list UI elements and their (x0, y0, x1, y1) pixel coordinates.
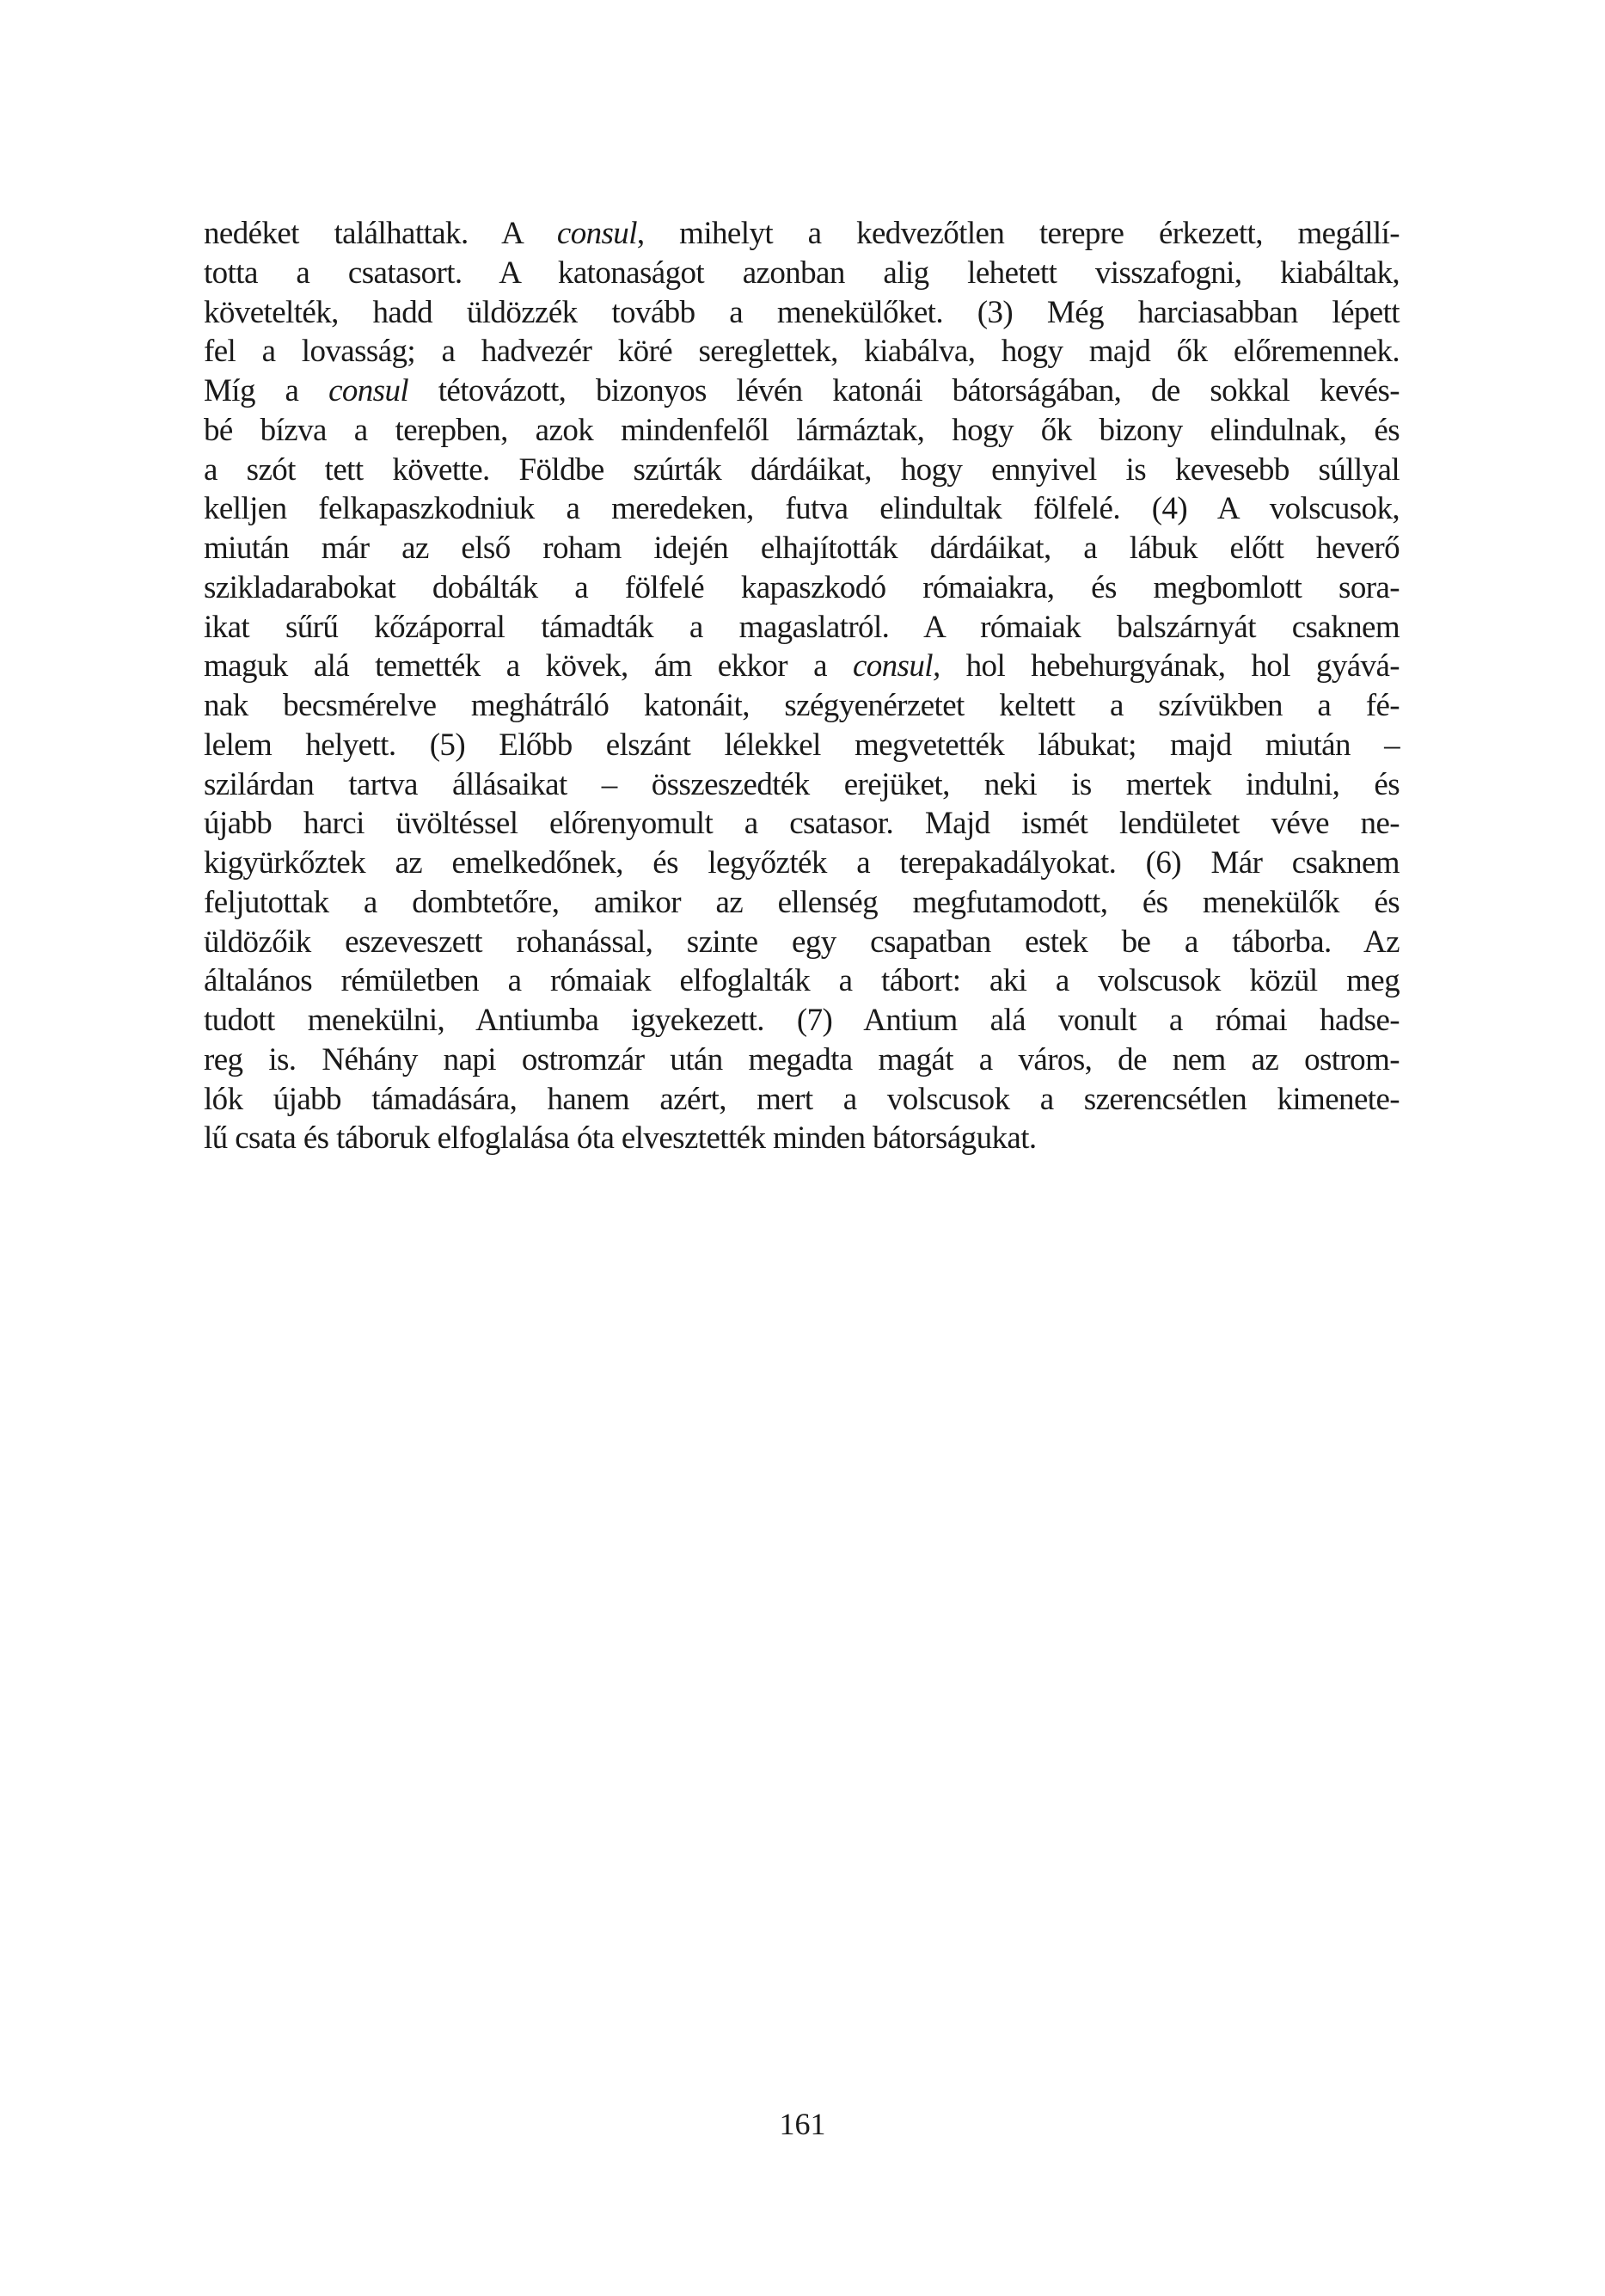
text-line (204, 489, 1400, 529)
text-line (204, 923, 1400, 962)
text-line (204, 726, 1400, 765)
text-run: lók újabb támadására, hanem azért, mert a volscusok a szerencsétlen kimenete- (204, 1081, 1400, 1117)
text-run: fel a lovasság; a hadvezér köré sereglettek, kiabálva, hogy majd ők előremennek. (204, 334, 1400, 370)
text-run: Míg a (204, 373, 329, 408)
text-line (204, 568, 1400, 608)
text-run: nedéket találhattak. A (204, 216, 557, 251)
text-line (204, 1041, 1400, 1080)
text-line (204, 214, 1400, 254)
text-line (204, 332, 1400, 371)
text-run: követelték, hadd üldözzék tovább a menekülőket. (3) Még harciasabban lépett (204, 294, 1400, 330)
text-line (204, 883, 1400, 923)
text-run: feljutottak a dombtetőre, amikor az ellenség megfutamodott, és menekülők és (204, 884, 1400, 920)
text-line (204, 844, 1400, 883)
text-run: általános rémületben a rómaiak elfoglalták a tábort: aki a volscusok közül meg (204, 963, 1400, 999)
text-run: ikat sűrű kőzáporral támadták a magaslatról. A rómaiak balszárnyát csaknem (204, 609, 1400, 645)
text-run: üldözőik eszeveszett rohanással, szinte egy csapatban estek be a táborba. Az (204, 924, 1400, 960)
text-run: kigyürkőztek az emelkedőnek, és legyőzték a terepakadályokat. (6) Már csaknem (204, 845, 1400, 881)
text-line (204, 1119, 1400, 1158)
text-line (204, 686, 1400, 726)
text-line (204, 411, 1400, 451)
text-line (204, 961, 1400, 1001)
text-run: hol hebehurgyának, hol gyává- (940, 648, 1400, 685)
text-line (204, 1001, 1400, 1041)
text-run: miután már az első roham idején elhajították dárdáikat, a lábuk előtt heverő (204, 531, 1400, 566)
body-text (204, 214, 1400, 1158)
text-line (204, 608, 1400, 648)
text-line (204, 254, 1400, 293)
text-run: lelem helyett. (5) Előbb elszánt lélekkel megvetették lábukat; majd miután – (204, 727, 1400, 763)
text-line (204, 451, 1400, 490)
text-line (204, 1080, 1400, 1120)
text-run: szikladarabokat dobálták a fölfelé kapaszkodó rómaiakra, és megbomlott sora- (204, 569, 1400, 605)
italic-term: consul (328, 373, 409, 408)
text-run: , mihelyt a kedvezőtlen terepre érkezett, megállí- (636, 216, 1400, 251)
italic-term: consul, (852, 648, 940, 685)
text-run: totta a csatasort. A katonaságot azonban alig lehetett visszafogni, kiabáltak, (204, 255, 1400, 291)
text-run: bé bízva a terepben, azok mindenfelől lármáztak, hogy ők bizony elindulnak, és (204, 412, 1400, 448)
text-run: maguk alá temették a kövek, ám ekkor a (204, 648, 853, 685)
text-run: tétovázott, bizonyos lévén katonái bátorságában, de sokkal kevés- (408, 373, 1400, 408)
italic-term: consul (556, 216, 637, 251)
text-run: lű csata és táboruk elfoglalása óta elvesztették minden bátorságukat. (204, 1120, 1037, 1157)
text-run: szilárdan tartva állásaikat – összeszedték erejüket, neki is mertek indulni, és (204, 766, 1400, 802)
text-run: tudott menekülni, Antiumba igyekezett. (7) Antium alá vonult a római hadse- (204, 1003, 1400, 1038)
text-line (204, 647, 1400, 686)
text-run: kelljen felkapaszkodniuk a meredeken, futva elindultak fölfelé. (4) A volscusok, (204, 491, 1400, 527)
text-line (204, 529, 1400, 568)
text-line (204, 804, 1400, 844)
text-run: a szót tett követte. Földbe szúrták dárdáikat, hogy ennyivel is kevesebb súllyal (204, 451, 1400, 488)
text-run: reg is. Néhány napi ostromzár után megadta magát a város, de nem az ostrom- (204, 1041, 1400, 1077)
text-line (204, 371, 1400, 411)
page-number: 161 (779, 2107, 826, 2141)
text-run: újabb harci üvöltéssel előrenyomult a csatasor. Majd ismét lendületet véve ne- (204, 806, 1400, 842)
text-line (204, 765, 1400, 805)
text-run: nak becsmérelve meghátráló katonáit, szégyenérzetet keltett a szívükben a fé- (204, 688, 1400, 723)
text-line (204, 293, 1400, 333)
